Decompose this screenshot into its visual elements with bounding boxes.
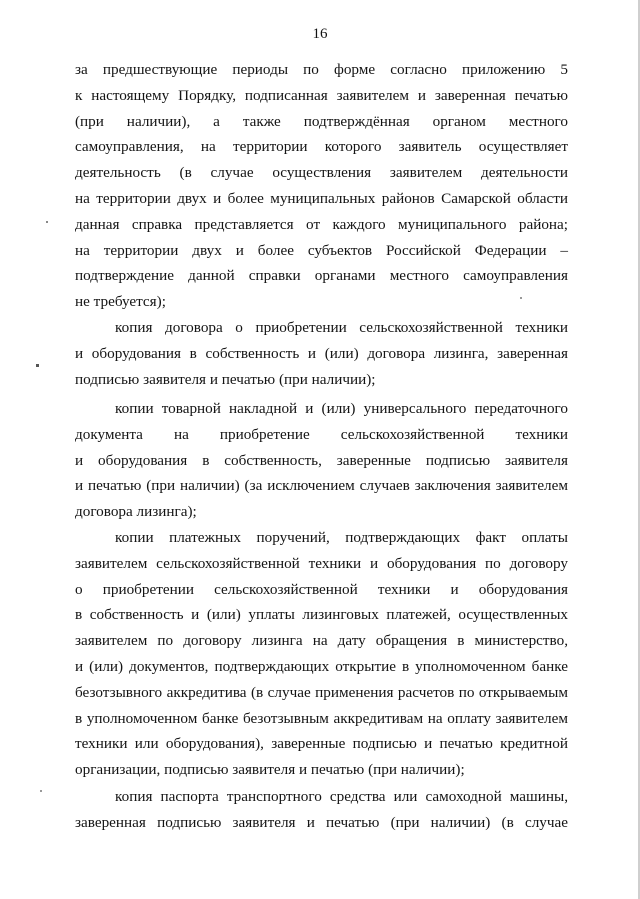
paragraph-line: в уполномоченном банке безотзывным аккредитивам на оплату заявителем bbox=[75, 709, 568, 727]
paragraph-4 bbox=[75, 525, 568, 783]
paragraph-2 bbox=[75, 315, 568, 392]
paragraph-line: к настоящему Порядку, подписанная заявителем и заверенная печатью bbox=[75, 86, 568, 104]
paragraph-line: копия паспорта транспортного средства или самоходной машины, bbox=[115, 788, 568, 805]
paragraph-line: организации, подписью заявителя и печатью (при наличии); bbox=[75, 761, 465, 779]
scan-mark bbox=[36, 364, 39, 367]
paragraph-line: данная справка представляется от каждого муниципального района; bbox=[75, 215, 568, 233]
paragraph-line: подписью заявителя и печатью (при наличии); bbox=[75, 370, 376, 388]
scan-mark bbox=[40, 790, 42, 792]
paragraph-line: техники или оборудования), заверенные подписью и печатью кредитной bbox=[75, 735, 568, 753]
paragraph-line: заверенная подписью заявителя и печатью (при наличии) (в случае bbox=[75, 813, 568, 831]
paragraph-line: за предшествующие периоды по форме согласно приложению 5 bbox=[75, 61, 568, 78]
page-number: 16 bbox=[312, 26, 328, 42]
paragraph-line: и оборудования в собственность и (или) договора лизинга, заверенная bbox=[75, 344, 568, 362]
paragraph-line: копия договора о приобретении сельскохозяйственной техники bbox=[115, 319, 568, 336]
paragraph-line: на территории двух и более муниципальных районов Самарской области bbox=[75, 189, 568, 207]
paragraph-line: в собственность и (или) уплаты лизинговых платежей, осуществленных bbox=[75, 606, 568, 624]
scan-mark bbox=[46, 221, 48, 223]
paragraph-line: подтверждение данной справки органами местного самоуправления bbox=[75, 267, 568, 285]
paragraph-line: о приобретении сельскохозяйственной техники и оборудования bbox=[75, 580, 568, 598]
paragraph-line: и оборудования в собственность, заверенные подписью заявителя bbox=[75, 451, 568, 469]
paragraph-line: безотзывного аккредитива (в случае применения расчетов по открываемым bbox=[75, 683, 568, 701]
paragraph-line: копии платежных поручений, подтверждающих факт оплаты bbox=[115, 529, 568, 546]
scan-mark bbox=[520, 297, 522, 299]
paragraph-line: копии товарной накладной и (или) универсального передаточного bbox=[115, 400, 568, 417]
paragraph-5 bbox=[75, 784, 568, 836]
paragraph-line: самоуправления, на территории которого заявитель осуществляет bbox=[75, 138, 568, 156]
paragraph-line: и печатью (при наличии) (за исключением случаев заключения заявителем bbox=[75, 477, 568, 495]
paragraph-line: и (или) документов, подтверждающих открытие в уполномоченном банке bbox=[75, 657, 568, 675]
paragraph-line: не требуется); bbox=[75, 293, 166, 311]
paragraph-line: договора лизинга); bbox=[75, 503, 197, 521]
paragraph-1 bbox=[75, 57, 568, 315]
paragraph-line: деятельность (в случае осуществления заявителем деятельности bbox=[75, 164, 568, 182]
paragraph-3 bbox=[75, 396, 568, 525]
paragraph-line: на территории двух и более субъектов Российской Федерации – bbox=[75, 241, 568, 259]
paragraph-line: (при наличии), а также подтверждённая органом местного bbox=[75, 112, 568, 130]
paragraph-line: заявителем по договору лизинга на дату обращения в министерство, bbox=[75, 632, 568, 650]
paragraph-line: документа на приобретение сельскохозяйственной техники bbox=[75, 425, 568, 443]
paragraph-line: заявителем сельскохозяйственной техники и оборудования по договору bbox=[75, 554, 568, 572]
